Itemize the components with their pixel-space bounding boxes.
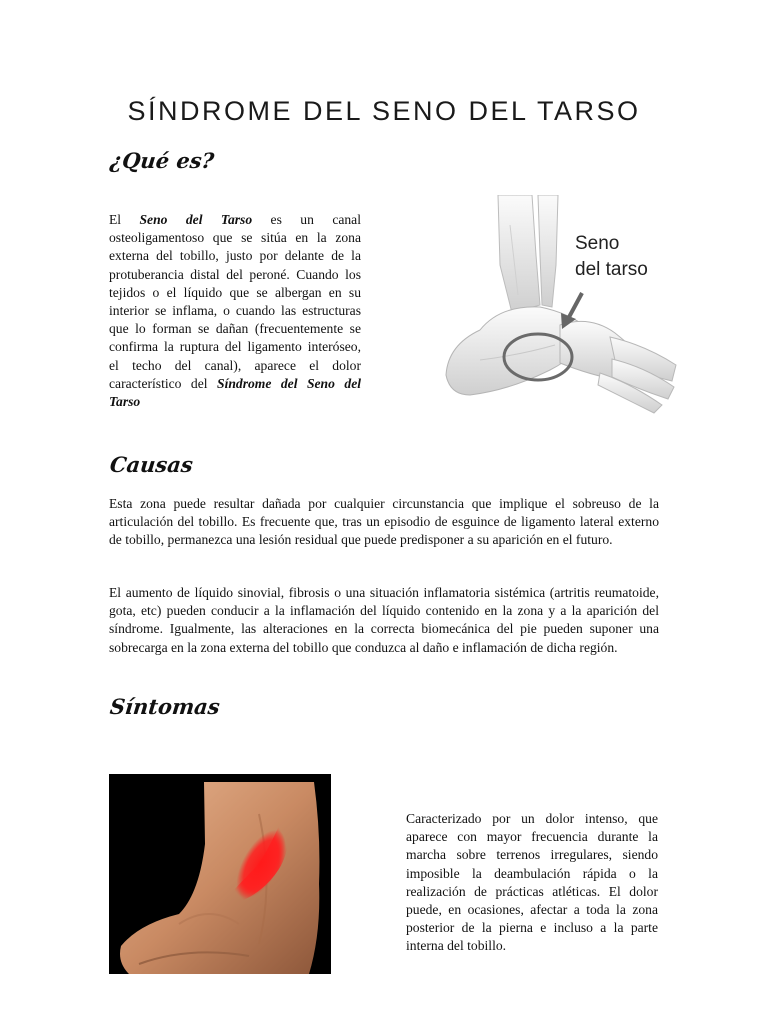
- section-heading-sintomas: Síntomas: [108, 694, 222, 719]
- term-seno-del-tarso: Seno del Tarso: [139, 212, 253, 227]
- sintomas-paragraph: Caracterizado por un dolor intenso, que aparece con mayor frecuencia durante la marcha sobre terrenos irregulares, siendo imposible la deambulación rápida o la realización de prácticas atléticas. El dolor puede, en ocasiones, afectar a toda la zona posterior de la pierna e incluso a la parte interna del tobillo.: [406, 811, 658, 954]
- que-es-text-middle: es un canal osteoligamentoso que se sitúa en la zona externa del tobillo, justo por delante de la protuberancia distal del peroné. Cuando los tejidos o el líquido que se albergan en su interior se inflama, o cuando las estructuras que lo forman se dañan (frecuentemente se confirma la ruptura del ligamento interóseo, el techo del canal), aparece el dolor característico del: [109, 212, 361, 391]
- figure-label-line1: Seno: [575, 233, 620, 254]
- page-title: SÍNDROME DEL SENO DEL TARSO: [127, 96, 641, 126]
- ankle-photo-drawing: [109, 774, 331, 974]
- foot-bones-drawing: [440, 195, 680, 425]
- ankle-pain-photo: [109, 774, 331, 974]
- tarsal-sinus-illustration: [440, 195, 680, 425]
- que-es-paragraph: [109, 211, 361, 411]
- section-heading-que-es: ¿Qué es?: [108, 148, 216, 173]
- term-sindrome: Síndrome del Seno del Tarso: [109, 375, 361, 410]
- causas-paragraph-1: Esta zona puede resultar dañada por cualquier circunstancia que implique el sobreuso de la articulación del tobillo. Es frecuente que, tras un episodio de esguince de ligamento lateral externo de tobillo, permanezca una lesión residual que puede predisponer a su aparición en el futuro.: [109, 496, 659, 548]
- figure-label-line2: del tarso: [575, 259, 648, 280]
- section-heading-causas: Causas: [108, 452, 195, 477]
- que-es-text-start: El: [109, 212, 140, 227]
- causas-paragraph-2: El aumento de líquido sinovial, fibrosis o una situación inflamatoria sistémica (artritis reumatoide, gota, etc) pueden conducir a la inflamación del líquido contenido en la zona y a la aparición del síndrome. Igualmente, las alteraciones en la correcta biomecánica del pie pueden suponer una sobrecarga en la zona externa del tobillo que conduzca al daño e inflamación de dicha región.: [109, 585, 659, 655]
